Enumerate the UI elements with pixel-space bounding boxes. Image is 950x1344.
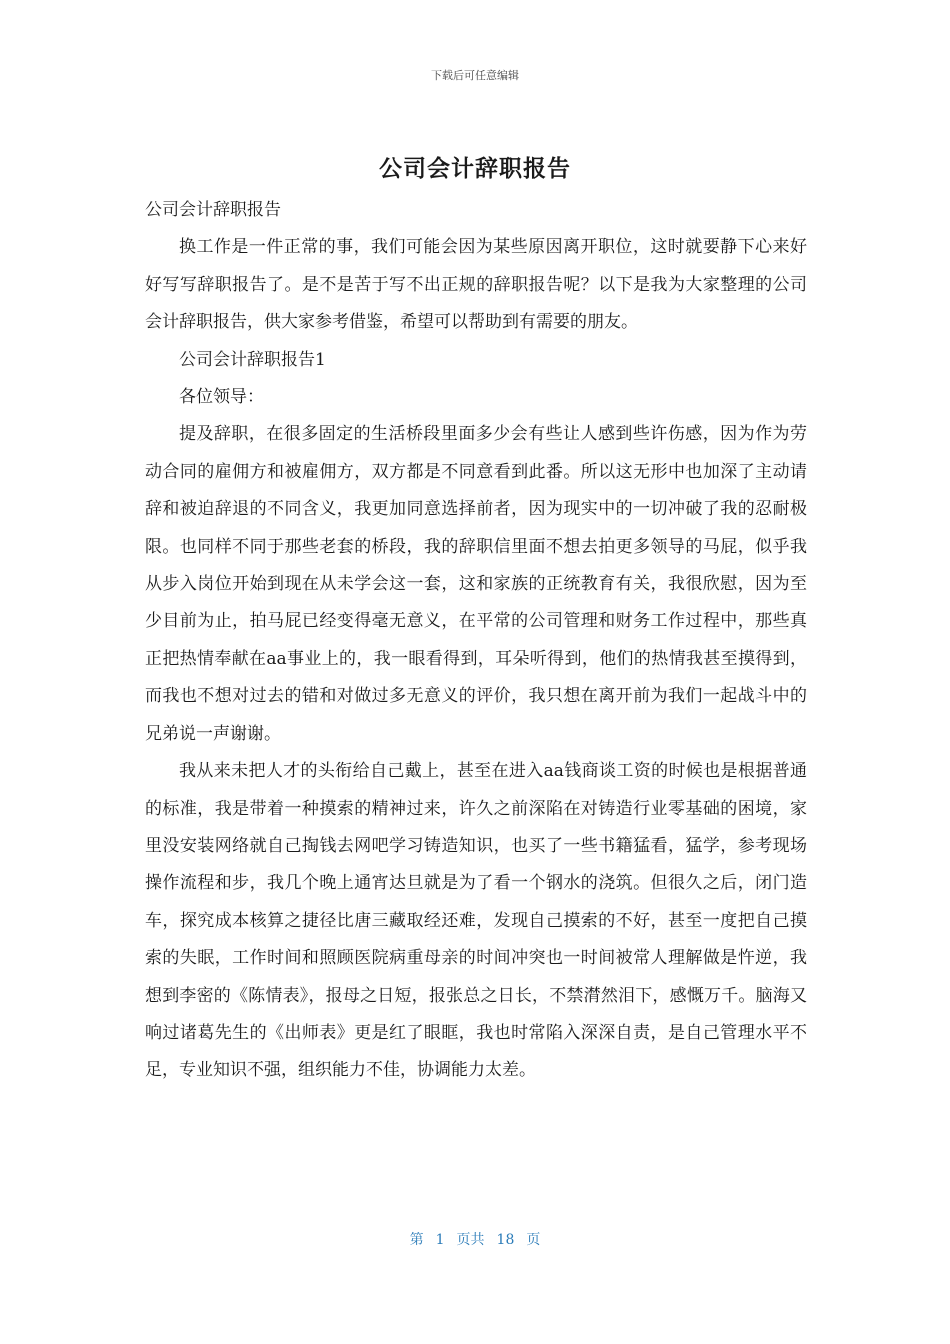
paragraph-body-2: 我从来未把人才的头衔给自己戴上，甚至在进入aa钱商谈工资的时候也是根据普通的标准，我是带着一种摸索的精神过来，许久之前深陷在对铸造行业零基础的困境，家里没安装网络就自己掏钱去网吧学习铸造知识，也买了一些书籍猛看，猛学，参考现场操作流程和步，我几个晚上通宵达旦就是为了看一个钢水的浇筑。但很久之后，闭门造车，探究成本核算之捷径比唐三藏取经还难，发现自己摸索的不好，甚至一度把自己摸索的失眠，工作时间和照顾医院病重母亲的时间冲突也一时间被常人理解做是忤逆，我想到李密的《陈情表》，报母之日短，报张总之日长，不禁潸然泪下，感慨万千。脑海又响过诸葛先生的《出师表》更是红了眼眶，我也时常陷入深深自责，是自己管理水平不足，专业知识不强，组织能力不佳，协调能力太差。 <box>145 761 807 1081</box>
page-footer <box>0 1229 950 1249</box>
paragraph-body-1: 提及辞职，在很多固定的生活桥段里面多少会有些让人感到些许伤感，因为作为劳动合同的雇佣方和被雇佣方，双方都是不同意看到此番。所以这无形中也加深了主动请辞和被迫辞退的不同含义，我更加同意选择前者，因为现实中的一切冲破了我的忍耐极限。也同样不同于那些老套的桥段，我的辞职信里面不想去拍更多领导的马屁，似乎我从步入岗位开始到现在从未学会这一套，这和家族的正统教育有关，我很欣慰，因为至少目前为止，拍马屁已经变得毫无意义，在平常的公司管理和财务工作过程中，那些真正把热情奉献在aa事业上的，我一眼看得到，耳朵听得到，他们的热情我甚至摸得到，而我也不想对过去的错和对做过多无意义的评价，我只想在离开前为我们一起战斗中的兄弟说一声谢谢。 <box>145 424 807 744</box>
paragraph-doc-name: 公司会计辞职报告 <box>145 200 281 220</box>
paragraph-salutation: 各位领导： <box>179 387 264 408</box>
footer-page-number: 1 <box>435 1232 445 1248</box>
footer-prefix: 第 <box>409 1232 424 1248</box>
header-note: 下载后可任意编辑 <box>431 69 519 82</box>
footer-middle: 页共 <box>456 1232 485 1248</box>
document-body <box>145 192 807 1090</box>
paragraph-intro: 换工作是一件正常的事，我们可能会因为某些原因离开职位，这时就要静下心来好好写写辞职报告了。是不是苦于写不出正规的辞职报告呢？以下是我为大家整理的公司会计辞职报告，供大家参考借鉴，希望可以帮助到有需要的朋友。 <box>145 237 807 333</box>
document-title: 公司会计辞职报告 <box>379 156 571 182</box>
footer-total-pages: 18 <box>496 1232 515 1248</box>
footer-suffix: 页 <box>526 1232 541 1248</box>
paragraph-subtitle: 公司会计辞职报告1 <box>179 349 326 370</box>
